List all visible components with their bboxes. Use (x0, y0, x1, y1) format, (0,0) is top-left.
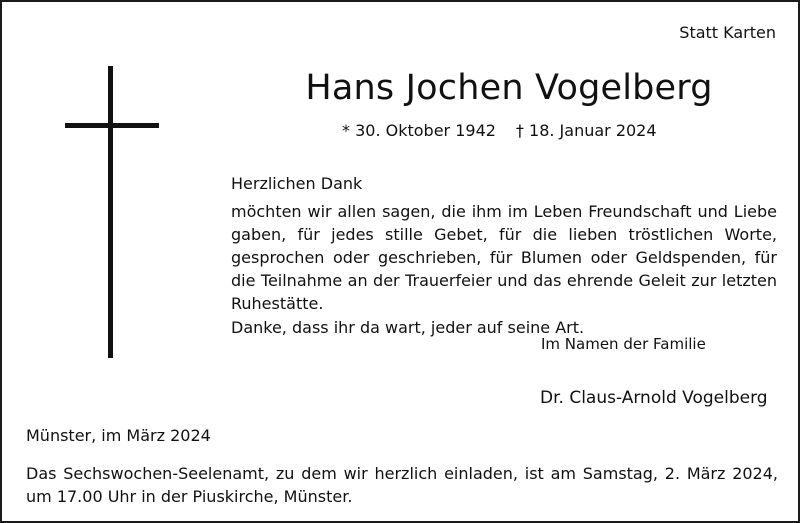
closing-line: Danke, dass ihr da wart, jeder auf seine Art. (231, 318, 585, 337)
place-date: Münster, im März 2024 (26, 426, 211, 445)
life-dates (342, 121, 657, 140)
header-note: Statt Karten (679, 23, 776, 42)
death-date: † 18. Januar 2024 (515, 121, 657, 140)
cross-icon-crossbar (65, 123, 159, 128)
family-label: Im Namen der Familie (541, 335, 706, 353)
birth-date: * 30. Oktober 1942 (342, 121, 496, 140)
thank-you-text: möchten wir allen sagen, die ihm im Leben Freundschaft und Liebe gaben, für jedes stille Gebet, für die lieben tröstlichen Worte, gesprochen oder geschrieben, für Blumen oder Geldspenden, für die Teilnahme an der Trauerfeier und das ehrende Geleit zur letzten Ruhestätte. (231, 202, 777, 313)
mass-invitation: Das Sechswochen-Seelenamt, zu dem wir herzlich einladen, ist am Samstag, 2. März 2024, um 17.00 Uhr in der Piuskirche, Münster. (26, 464, 778, 506)
cross-icon (108, 66, 113, 358)
deceased-name: Hans Jochen Vogelberg (305, 68, 713, 108)
greeting: Herzlichen Dank (231, 174, 363, 193)
signer-name: Dr. Claus-Arnold Vogelberg (540, 388, 768, 408)
